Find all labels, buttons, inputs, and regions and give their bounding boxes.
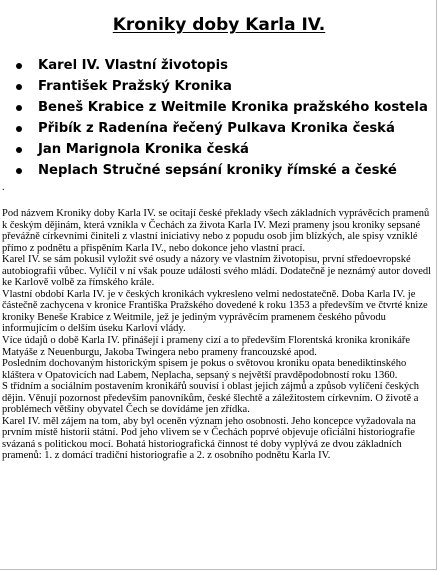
document-title: Kroniky doby Karla IV. (112, 15, 326, 36)
bullet-icon (16, 63, 22, 69)
list-item (0, 76, 438, 97)
bullet-icon (16, 105, 22, 111)
paragraph: S třídním a sociálním postavením kronikářů souvisí i oblast jejich zájmů a způsob vylíčení českých dějin. Věnují pozornost především panovníkům, české šlechtě a záležitostem církevním. O životě a problémech většiny obyvatel Čech se dovídáme jen zřídka. (2, 381, 420, 416)
list-item (0, 97, 438, 118)
body-text (2, 208, 434, 462)
list-item (0, 160, 438, 181)
paragraph: Více údajů o době Karla IV. přinášejí i prameny cizí a to především Florentská kronika kronikáře Matyáše z Neuenburgu, Jakoba Twingera nebo prameny francouzské apod. (2, 335, 411, 358)
paragraph: Pod názvem Kroniky doby Karla IV. se ocitají české překlady všech základních vyprávěcích pramenů k českým dějinám, která vznikla v Čechách za života Karla IV. Mezi prameny jsou kroniky sepsané převážně církevními činiteli z vlastní iniciativy nebo z popudu osob jim blízkých, ale spisy vzniklé přímo z podnětu a přispěním Karla IV., nebo dokonce jeho vlastní prací. (2, 208, 430, 254)
list-item-text: Jan Marignola Kronika česká (38, 142, 249, 157)
list-item (0, 55, 438, 76)
chronicle-list (0, 55, 438, 181)
bullet-icon (16, 126, 22, 132)
list-item-text: Karel IV. Vlastní životopis (38, 58, 228, 73)
paragraph: Karel IV. se sám pokusil vyložit své osudy a názory ve vlastním životopisu, první středoevropské autobiografii vůbec. Vylíčil v ní však pouze události svého mládí. Dodatečně je neznámý autor dovedl ke Karlově volbě za římského krále. (2, 254, 432, 289)
paragraph: Posledním dochovaným historickým spisem je pokus o světovou kroniku opata benediktinského kláštera v Opatovicích nad Labem, Neplacha, sepsaný s největší pravděpodobností roku 1360. (2, 358, 407, 381)
list-item-text: František Pražský Kronika (38, 79, 232, 94)
list-item (0, 118, 438, 139)
bullet-icon (16, 84, 22, 90)
bullet-icon (16, 168, 22, 174)
list-item (0, 139, 438, 160)
bullet-icon (16, 147, 22, 153)
list-item-text: Beneš Krabice z Weitmile Kronika pražského kostela (38, 100, 428, 115)
list-item-text: Přibík z Radenína řečený Pulkava Kronika česká (38, 121, 395, 136)
paragraph: Vlastní období Karla IV. je v českých kronikách vykresleno velmi nedostatečně. Doba Karla IV. je částečně zachycena v kronice Františka Pražského dovedené k roku 1353 a především ve čtvrté knize kroniky Beneše Krabice z Weitmile, jež je jediným vyprávěcím pramenem českého původu informujícím o delším úseku Karlovi vlády. (2, 288, 428, 335)
separator-mark: . (2, 182, 5, 193)
list-item-text: Neplach Stručné sepsání kroniky římské a české (38, 163, 397, 178)
paragraph: Karel IV. měl zájem na tom, aby byl oceněn význam jeho osobnosti. Jeho koncepce vyžadovala na prvním místě historii státní. Pod jeho vlivem se v Čechách poprvé objevuje oficiální historiografie svázaná s politickou mocí. Bohatá historiografická činnost té doby vyplývá ze dvou základních pramenů: 1. z domácí tradiční historiografie a 2. z osobního podnětu Karla IV. (2, 415, 416, 462)
